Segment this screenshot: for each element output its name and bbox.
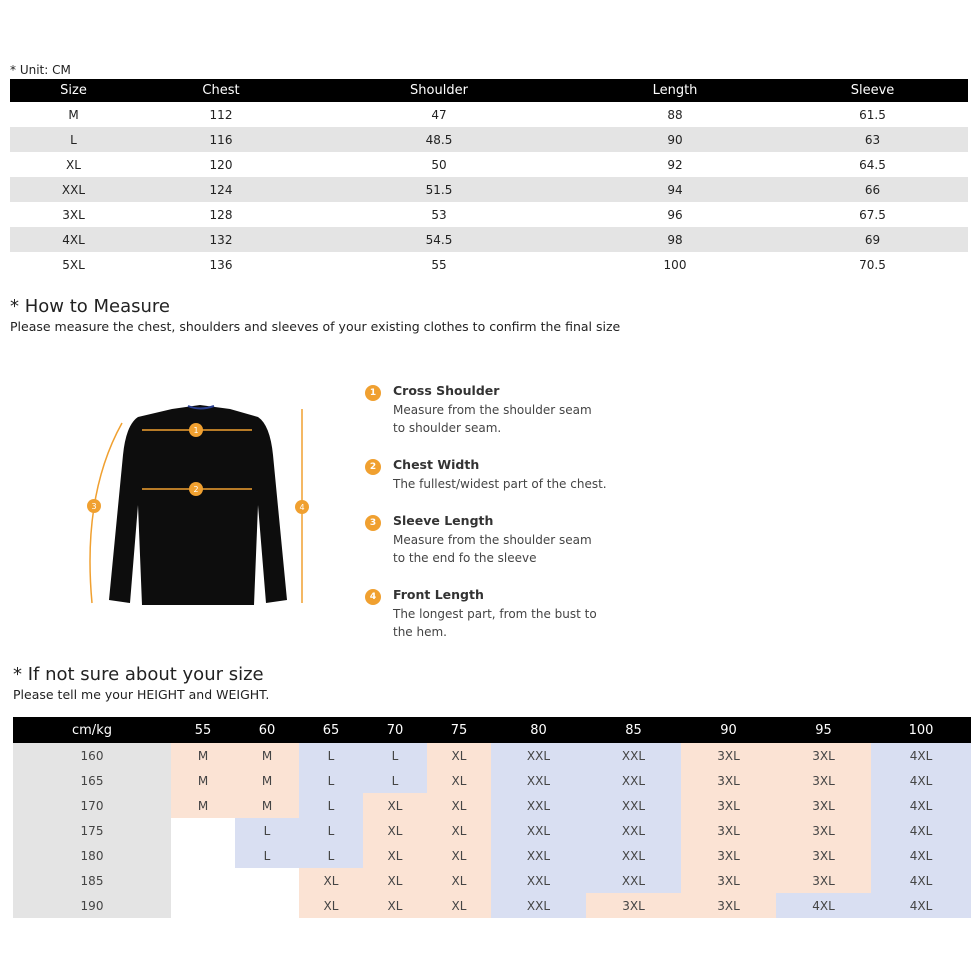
header-weight: 100	[871, 717, 971, 743]
height-cell: 170	[13, 793, 171, 818]
size-cell: XXL	[586, 743, 681, 768]
svg-text:4: 4	[299, 503, 305, 512]
size-cell: XL	[427, 818, 491, 843]
table-row	[13, 893, 971, 918]
size-cell: 4XL	[871, 868, 971, 893]
size-cell: XL	[299, 893, 363, 918]
header-weight: 65	[299, 717, 363, 743]
size-cell: XL	[363, 843, 427, 868]
size-cell: M	[171, 793, 235, 818]
size-cell	[171, 893, 235, 918]
size-cell: XXL	[491, 818, 586, 843]
table-row	[10, 252, 968, 277]
table-row	[10, 102, 968, 127]
height-weight-table	[13, 717, 971, 918]
size-cell: XL	[299, 868, 363, 893]
header-shoulder: Shoulder	[305, 79, 573, 102]
number-badge-icon: 3	[365, 515, 381, 531]
size-cell: 3XL	[62, 207, 85, 222]
size-cell: 3XL	[681, 743, 776, 768]
length-cell: 96	[667, 207, 683, 222]
size-cell: L	[363, 768, 427, 793]
size-cell: XXL	[491, 793, 586, 818]
svg-text:1: 1	[193, 426, 199, 435]
size-cell: M	[235, 743, 299, 768]
header-weight: 55	[171, 717, 235, 743]
size-cell: XL	[363, 818, 427, 843]
size-cell: XL	[427, 893, 491, 918]
size-cell: 3XL	[776, 868, 871, 893]
shoulder-cell: 47	[431, 107, 447, 122]
instruction-desc: The fullest/widest part of the chest.	[393, 477, 607, 491]
size-cell: XL	[363, 893, 427, 918]
sleeve-cell: 64.5	[859, 157, 886, 172]
height-cell: 185	[13, 868, 171, 893]
size-cell: XL	[427, 743, 491, 768]
header-weight: 60	[235, 717, 299, 743]
size-cell: XXL	[491, 868, 586, 893]
shoulder-cell: 48.5	[305, 127, 573, 152]
table-row	[10, 152, 968, 177]
size-cell: 3XL	[776, 843, 871, 868]
header-cm-kg: cm/kg	[13, 717, 171, 743]
instruction-title: Front Length	[393, 587, 484, 602]
size-cell: M	[235, 768, 299, 793]
unit-label: * Unit: CM	[10, 63, 71, 77]
sleeve-cell: 69	[777, 227, 968, 252]
instruction-desc: Measure from the shoulder seam to the end fo the sleeve	[393, 533, 592, 565]
size-cell: 3XL	[681, 768, 776, 793]
size-cell: 3XL	[681, 793, 776, 818]
size-cell: XL	[427, 843, 491, 868]
size-cell: XXL	[586, 868, 681, 893]
size-cell: L	[235, 818, 299, 843]
table-row	[13, 743, 971, 768]
header-weight: 80	[491, 717, 586, 743]
chest-cell: 136	[209, 257, 233, 272]
size-cell: M	[235, 793, 299, 818]
length-cell: 98	[573, 227, 777, 252]
height-cell: 175	[13, 818, 171, 843]
height-cell: 165	[13, 768, 171, 793]
size-cell: 3XL	[681, 843, 776, 868]
length-cell: 92	[667, 157, 683, 172]
sleeve-cell: 66	[777, 177, 968, 202]
size-cell	[171, 843, 235, 868]
measure-heading: * How to Measure	[10, 296, 171, 317]
chest-cell: 112	[209, 107, 233, 122]
marker-2-icon	[189, 482, 203, 496]
size-cell: L	[10, 127, 137, 152]
size-cell: XXL	[491, 768, 586, 793]
height-cell: 160	[13, 743, 171, 768]
instruction-title: Sleeve Length	[393, 513, 494, 528]
size-cell: XXL	[491, 743, 586, 768]
chest-cell: 128	[209, 207, 233, 222]
sleeve-cell: 70.5	[859, 257, 886, 272]
shoulder-cell: 53	[431, 207, 447, 222]
header-weight: 95	[776, 717, 871, 743]
number-badge-icon: 1	[365, 385, 381, 401]
size-chart-header	[10, 79, 968, 102]
number-badge-icon: 2	[365, 459, 381, 475]
sleeve-cell: 67.5	[859, 207, 886, 222]
size-cell: M	[171, 743, 235, 768]
size-cell: 4XL	[871, 893, 971, 918]
marker-4-icon	[295, 500, 309, 514]
sleeve-cell: 61.5	[859, 107, 886, 122]
sweater-diagram	[80, 395, 320, 615]
size-cell: L	[235, 843, 299, 868]
size-cell: XL	[363, 793, 427, 818]
chest-cell: 116	[137, 127, 305, 152]
shoulder-cell: 50	[431, 157, 447, 172]
length-cell: 94	[573, 177, 777, 202]
instruction-desc: The longest part, from the bust to the hem.	[393, 607, 597, 639]
size-cell: L	[299, 743, 363, 768]
header-weight: 85	[586, 717, 681, 743]
size-cell: L	[299, 768, 363, 793]
table-row	[13, 793, 971, 818]
table-row	[10, 177, 968, 202]
header-size: Size	[10, 79, 137, 102]
table-row	[13, 843, 971, 868]
chest-cell: 124	[137, 177, 305, 202]
size-cell: 4XL	[10, 227, 137, 252]
size-cell: XL	[427, 768, 491, 793]
size-cell: 3XL	[776, 793, 871, 818]
size-cell: XXL	[586, 843, 681, 868]
instruction-title: Chest Width	[393, 457, 480, 472]
size-cell: 3XL	[681, 868, 776, 893]
fit-heading: * If not sure about your size	[13, 664, 264, 685]
size-cell: XXL	[586, 818, 681, 843]
size-cell	[235, 893, 299, 918]
size-cell: XL	[363, 868, 427, 893]
size-cell: L	[363, 743, 427, 768]
header-weight: 75	[427, 717, 491, 743]
shoulder-cell: 55	[431, 257, 447, 272]
size-cell: XXL	[491, 843, 586, 868]
size-cell: 3XL	[681, 818, 776, 843]
size-cell: M	[68, 107, 79, 122]
svg-text:2: 2	[193, 485, 199, 494]
size-cell	[171, 868, 235, 893]
chest-cell: 132	[137, 227, 305, 252]
table-row	[13, 818, 971, 843]
size-cell: M	[171, 768, 235, 793]
size-cell: XXL	[586, 768, 681, 793]
sleeve-cell: 63	[777, 127, 968, 152]
size-cell: XXL	[491, 893, 586, 918]
length-cell: 88	[667, 107, 683, 122]
instruction-desc: Measure from the shoulder seam to shoulder seam.	[393, 403, 592, 435]
marker-3-icon	[87, 499, 101, 513]
size-cell: 3XL	[776, 818, 871, 843]
fit-subtitle: Please tell me your HEIGHT and WEIGHT.	[13, 687, 270, 702]
size-cell: XXL	[586, 793, 681, 818]
measure-subtitle: Please measure the chest, shoulders and sleeves of your existing clothes to confirm the final size	[10, 319, 621, 334]
size-cell: 4XL	[871, 768, 971, 793]
size-cell: 4XL	[871, 743, 971, 768]
instruction-title: Cross Shoulder	[393, 383, 500, 398]
length-cell: 90	[573, 127, 777, 152]
shoulder-cell: 51.5	[305, 177, 573, 202]
size-cell	[235, 868, 299, 893]
table-row	[13, 868, 971, 893]
fit-header	[13, 717, 971, 743]
size-cell: XL	[427, 793, 491, 818]
marker-1-icon	[189, 423, 203, 437]
size-cell: L	[299, 793, 363, 818]
size-cell	[171, 818, 235, 843]
size-cell: 4XL	[776, 893, 871, 918]
header-weight: 70	[363, 717, 427, 743]
size-cell: XL	[427, 868, 491, 893]
size-cell: XL	[66, 157, 81, 172]
height-cell: 190	[13, 893, 171, 918]
size-cell: 5XL	[62, 257, 85, 272]
size-chart-table	[10, 79, 968, 277]
size-cell: 4XL	[871, 843, 971, 868]
table-row	[10, 202, 968, 227]
table-row	[10, 227, 968, 252]
svg-text:3: 3	[91, 502, 97, 511]
size-cell: 3XL	[776, 743, 871, 768]
header-chest: Chest	[137, 79, 305, 102]
size-cell: L	[299, 818, 363, 843]
length-cell: 100	[663, 257, 687, 272]
size-cell: L	[299, 843, 363, 868]
header-sleeve: Sleeve	[777, 79, 968, 102]
size-cell: 4XL	[871, 818, 971, 843]
header-length: Length	[573, 79, 777, 102]
size-cell: XXL	[10, 177, 137, 202]
number-badge-icon: 4	[365, 589, 381, 605]
table-row	[10, 127, 968, 152]
size-cell: 3XL	[586, 893, 681, 918]
table-row	[13, 768, 971, 793]
size-cell: 3XL	[776, 768, 871, 793]
size-cell: 3XL	[681, 893, 776, 918]
header-weight: 90	[681, 717, 776, 743]
height-cell: 180	[13, 843, 171, 868]
size-cell: 4XL	[871, 793, 971, 818]
chest-cell: 120	[209, 157, 233, 172]
shoulder-cell: 54.5	[305, 227, 573, 252]
